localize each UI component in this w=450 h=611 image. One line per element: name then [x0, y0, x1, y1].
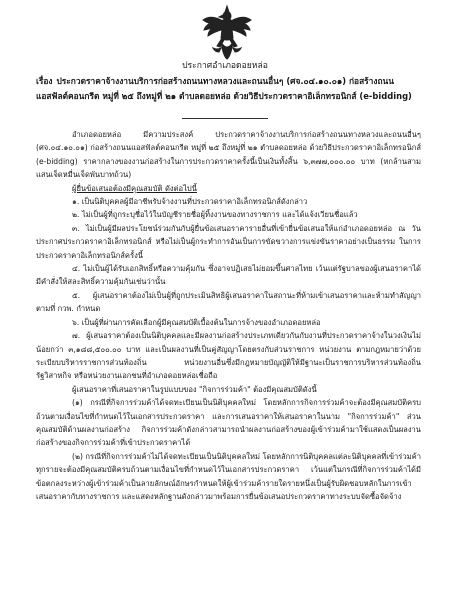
announcement-body: [36, 128, 421, 503]
qualification-item: ๗. ผู้เสนอราคาต้องเป็นนิติบุคคลและมีผลงานก่อสร้างประเภทเดียวกันกับงานที่ประกวดราคาจ้างในวงเงินไม่น้อยกว่า ๓,๑๘๘,๕๐๐.๐๐ บาท และเป็นผลงานที่เป็นคู่สัญญาโดยตรงกับส่วนราชการ หน่วยงาน ตามกฎหมายว่าด้วยระเบียบบริหารราชการส่วนท้องถิ่น หน่วยงานอื่นซึ่งมีกฎหมายบัญญัติให้มีฐานะเป็นราชการบริหารส่วนท้องถิ่น รัฐวิสาหกิจ หรือหน่วยงานเอกชนที่อำเภอดอยหล่อเชื่อถือ: [36, 331, 421, 381]
subject-line: [36, 74, 420, 104]
qualifications-heading: ผู้ยื่นข้อเสนอต้องมีคุณสมบัติ ดังต่อไปนี้: [72, 183, 197, 193]
qualification-item: ๓. ไม่เป็นผู้มีผลประโยชน์ร่วมกันกับผู้ยื่นข้อเสนอราคารายอื่นที่เข้ายื่นข้อเสนอให้แก่อำเภอดอยหล่อ ณ วันประกาศประกวดราคาอิเล็กทรอนิกส์ หรือไม่เป็นผู้กระทำการอันเป็นการขัดขวางการแข่งขันราคาอย่างเป็นธรรม ในการประกวดราคาอิเล็กทรอนิกส์ครั้งนี้: [36, 223, 421, 260]
divider-line: [182, 118, 268, 119]
qualification-item: ๔. ไม่เป็นผู้ได้รับเอกสิทธิ์หรือความคุ้มกัน ซึ่งอาจปฏิเสธไม่ยอมขึ้นศาลไทย เว้นแต่รัฐบาลของผู้เสนอราคาได้มีคำสั่งให้สละสิทธิ์ความคุ้มกันเช่นว่านั้น: [36, 264, 421, 287]
qualification-item: ๒. ไม่เป็นผู้ที่ถูกระบุชื่อไว้ในบัญชีรายชื่อผู้ทิ้งงานของทางราชการ และได้แจ้งเวียนชื่อแล้ว: [72, 210, 358, 220]
subject-label: เรื่อง: [36, 76, 53, 86]
qualification-item: ๑. เป็นนิติบุคคลผู้มีอาชีพรับจ้างงานที่ประกวดราคาอิเล็กทรอนิกส์ดังกล่าว: [72, 197, 308, 207]
qualification-item: ๖. เป็นผู้ที่ผ่านการคัดเลือกผู้มีคุณสมบัติเบื้องต้นในการจ้างของอำเภอดอยหล่อ: [72, 317, 321, 327]
page-title: ประกาศอำเภอดอยหล่อ: [182, 61, 268, 71]
intro-paragraph: อำเภอดอยหล่อ มีความประสงค์ ประกวดราคาจ้างงานบริการก่อสร้างถนนทางหลวงและถนนอื่นๆ (ศจ.๐๔.๑๐.๐๑) ก่อสร้างถนนแอสฟัลต์คอนกรีต หมู่ที่ ๒๕ ถึงหมู่ที่ ๒๑ ตำบลดอยหล่อ ด้วยวิธีประกวดราคาอิเล็กทรอนิกส์ (e-bidding) ราคากลางของงานก่อสร้างในการประกวดราคาครั้งนี้เป็นเงินทั้งสิ้น ๖,๓๗๗,๐๐๐.๐๐ บาท (หกล้านสามแสนเจ็ดหมื่นเจ็ดพันบาทถ้วน): [36, 130, 421, 180]
qualification-item: ๕. ผู้เสนอราคาต้องไม่เป็นผู้ที่ถูกประเมินสิทธิผู้เสนอราคาในสถานะที่ห้ามเข้าเสนอราคาและห้ามทำสัญญาตามที่ กวพ. กำหนด: [36, 290, 421, 314]
garuda-emblem-icon: [201, 4, 253, 60]
subject-text: ประกวดราคาจ้างงานบริการก่อสร้างถนนทางหลวงและถนนอื่นๆ (ศจ.๐๔.๑๐.๐๑) ก่อสร้างถนนแอสฟัลต์คอนกรีต หมู่ที่ ๒๕ ถึงหมู่ที่ ๒๑ ตำบลดอยหล่อ ด้วยวิธีประกวดราคาอิเล็กทรอนิกส์ (e-bidding): [36, 76, 412, 101]
joint-venture-intro: ผู้เสนอราคาที่เสนอราคาในรูปแบบของ "กิจการร่วมค้า" ต้องมีคุณสมบัติดังนี้: [72, 384, 317, 394]
joint-venture-item: (๒) กรณีที่กิจการร่วมค้าไม่ได้จดทะเบียนเป็นนิติบุคคลใหม่ โดยหลักการนิติบุคคลแต่ละนิติบุคคลที่เข้าร่วมค้าทุกรายจะต้องมีคุณสมบัติครบถ้วนตามเงื่อนไขที่กำหนดไว้ในเอกสารประกวดราคา เว้นแต่ในกรณีที่กิจการร่วมค้าได้มีข้อตกลงระหว่างผู้เข้าร่วมค้าเป็นลายลักษณ์อักษรกำหนดให้ผู้เข้าร่วมค้ารายใดรายหนึ่งเป็นผู้รับผิดชอบหลักในการเข้าเสนอราคากับทางราชการ และแสดงหลักฐานดังกล่าวมาพร้อมการยื่นข้อเสนอประกวดราคาทางระบบจัดซื้อจัดจ้าง: [36, 451, 421, 501]
joint-venture-item: (๑) กรณีที่กิจการร่วมค้าได้จดทะเบียนเป็นนิติบุคคลใหม่ โดยหลักการกิจการร่วมค้าจะต้องมีคุณสมบัติครบถ้วนตามเงื่อนไขที่กำหนดไว้ในเอกสารประกวดราคา และการเสนอราคาให้เสนอราคาในนาม "กิจการร่วมค้า" ส่วนคุณสมบัติด้านผลงานก่อสร้าง กิจการร่วมค้าดังกล่าวสามารถนำผลงานก่อสร้างของผู้เข้าร่วมค้ามาใช้แสดงเป็นผลงานก่อสร้างของกิจการร่วมค้าที่เข้าประกวดราคาได้: [36, 398, 421, 448]
